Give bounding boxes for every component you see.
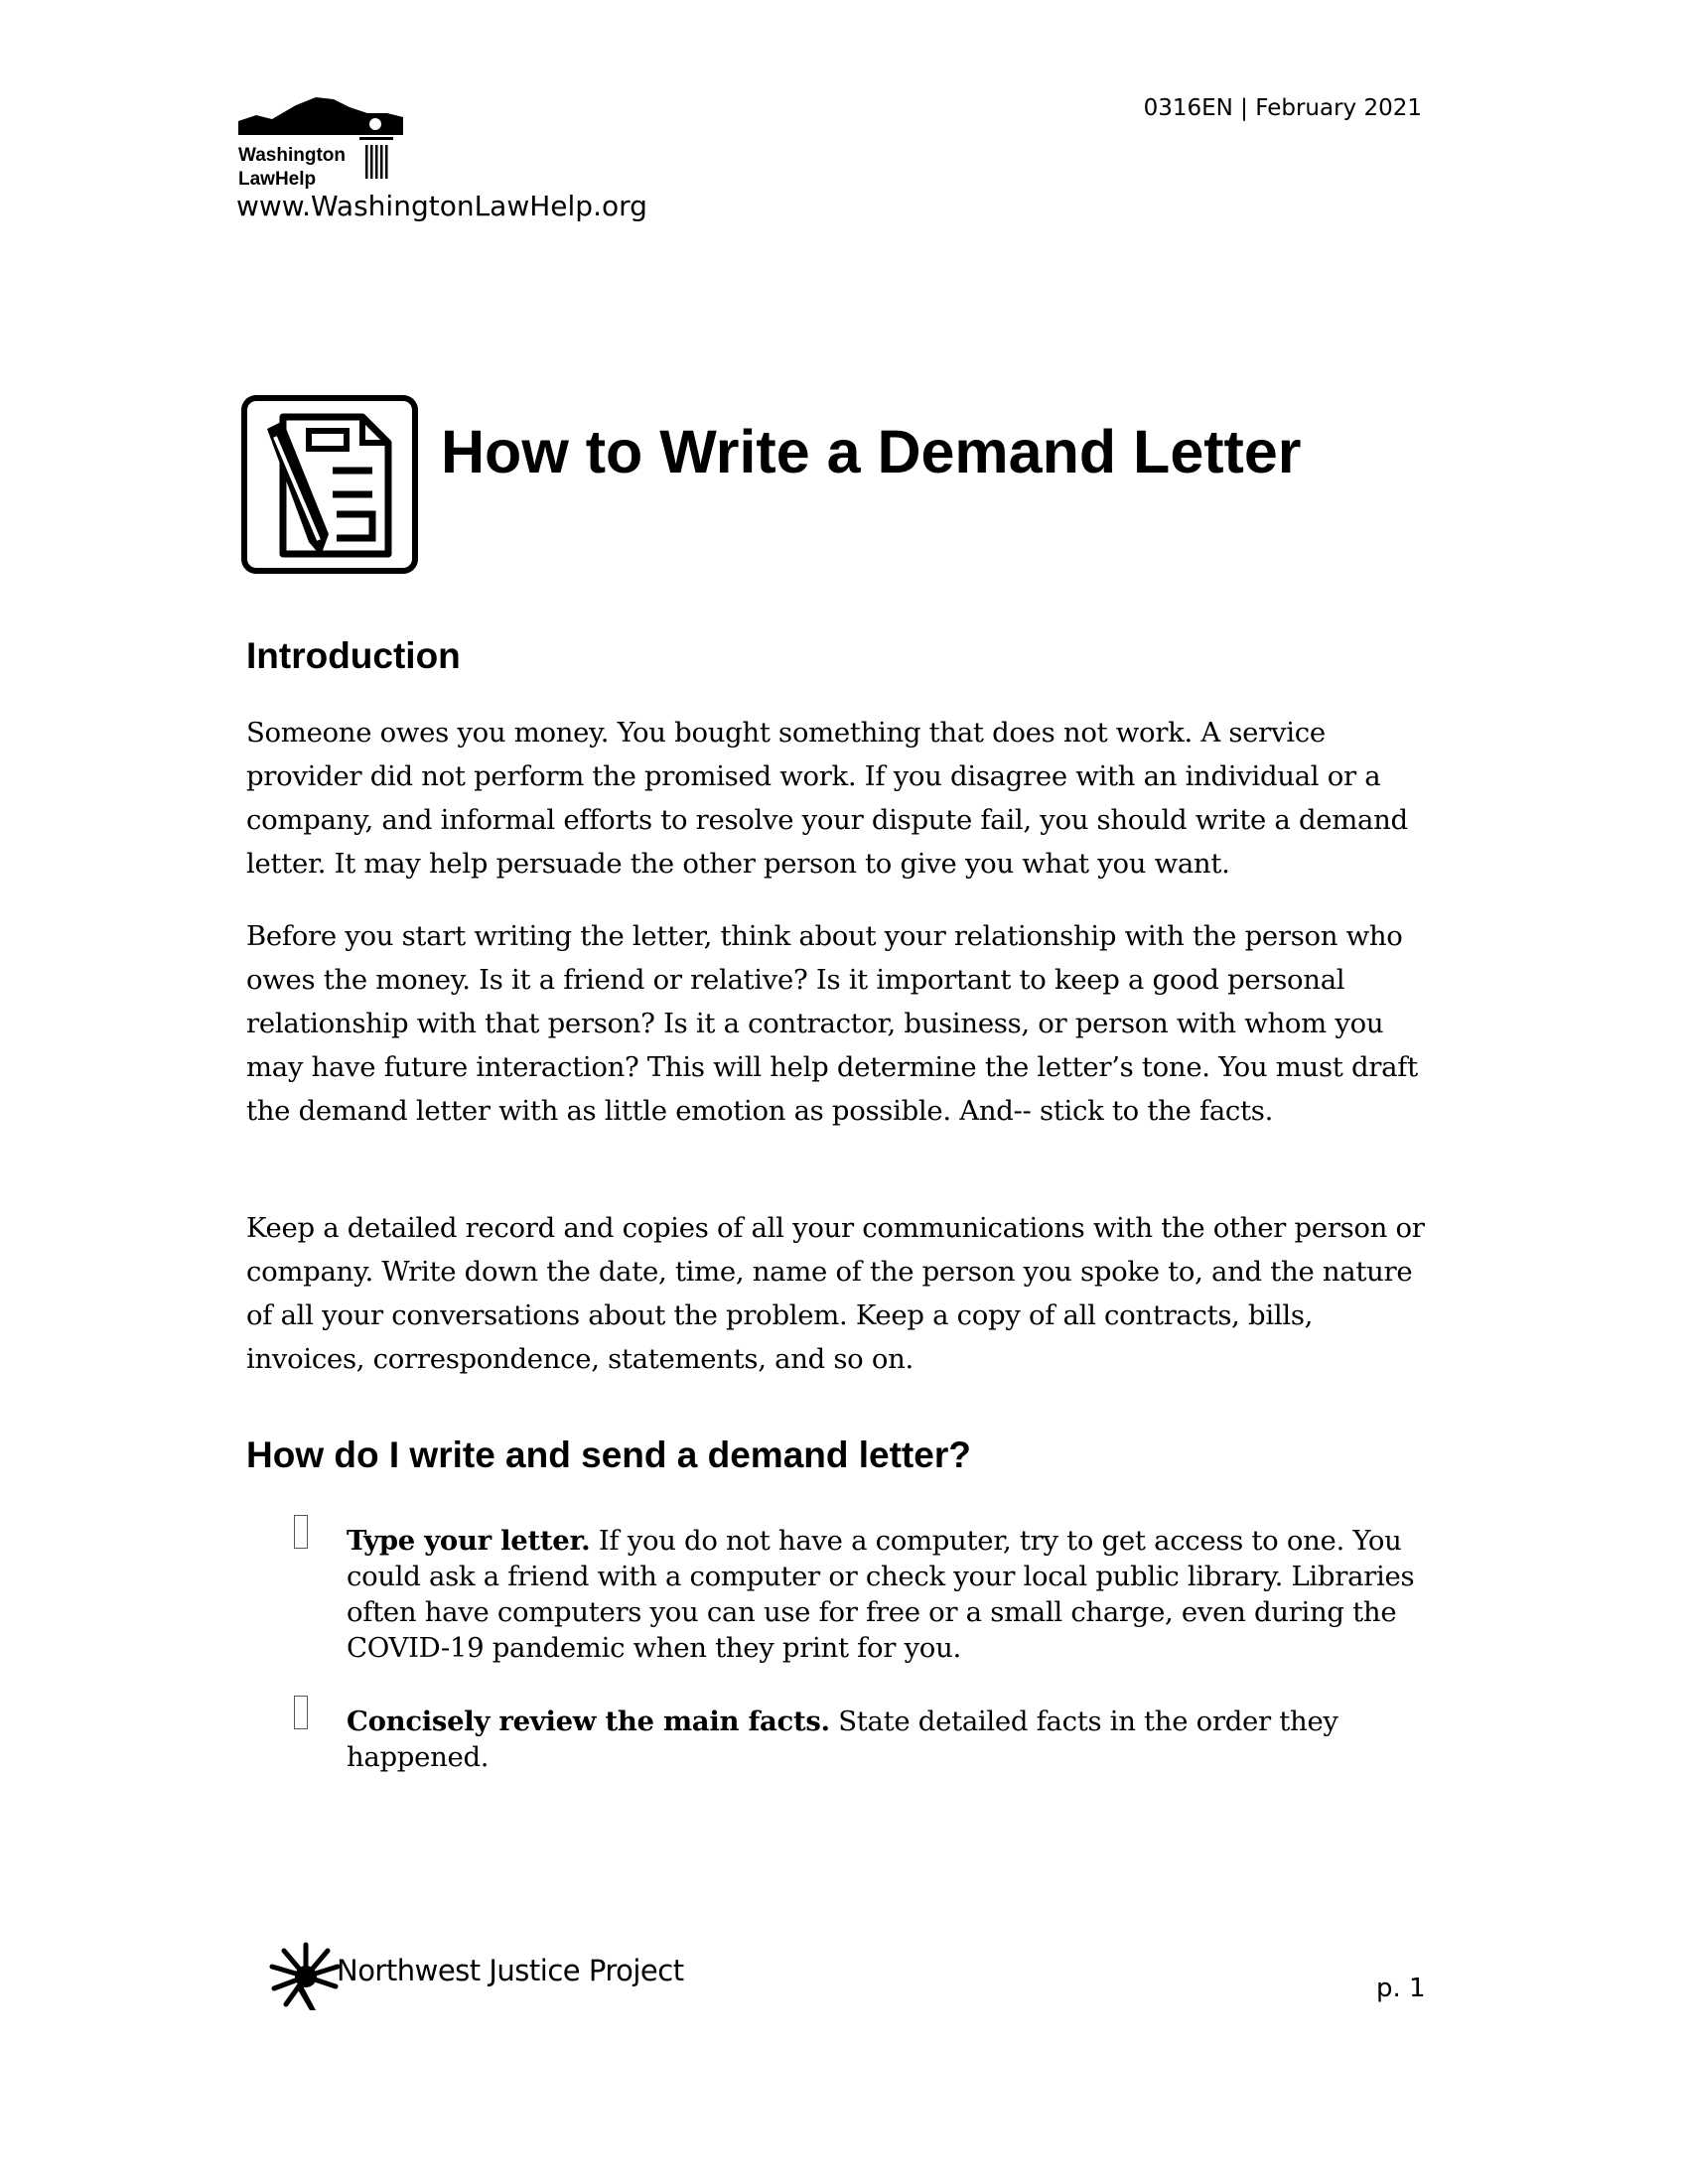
list-item-body: State detailed facts in the order they happened. — [347, 1706, 1338, 1773]
northwest-justice-project-logo-icon — [266, 1941, 346, 2012]
intro-paragraph-2: Before you start writing the letter, think about your relationship with the person who owes the money. Is it a friend or relative? Is it important to keep a good personal relationship with that person? Is it a contractor, business, or person with whom you may have future interaction? This will help determine the letter’s tone. You must draft the demand letter with as little emotion as possible. And-- stick to the facts. — [246, 920, 1418, 1127]
section-heading-how-to-write: How do I write and send a demand letter? — [246, 1434, 971, 1475]
washington-lawhelp-logo — [238, 95, 409, 199]
list-item-text — [347, 1523, 1429, 1666]
list-item-body: If you do not have a computer, try to get access to one. You could ask a friend with a computer or check your local public library. Libraries often have computers you can use for free or a small charge, even during the COVID-19 pandemic when they print for you. — [347, 1525, 1415, 1664]
document-title: How to Write a Demand Letter — [441, 418, 1302, 485]
intro-paragraph-1: Someone owes you money. You bought something that does not work. A service provider did not perform the promised work. If you disagree with an individual or a company, and informal efforts to resolve your dispute fail, you should write a demand letter. It may help persuade the other person to give you what you want. — [246, 717, 1408, 880]
list-item-text — [347, 1704, 1429, 1775]
list-item-bold-lead: Concisely review the main facts. — [347, 1706, 830, 1737]
list-item-bold-lead: Type your letter. — [347, 1525, 591, 1557]
bullet-placeholder-icon — [294, 1696, 308, 1729]
list-item — [294, 1511, 1426, 1664]
document-pen-icon — [241, 395, 418, 574]
logo-text-washington: Washington — [238, 145, 346, 166]
document-code-date: 0316EN | February 2021 — [1143, 95, 1422, 121]
page-number: p. 1 — [1376, 1974, 1426, 2003]
website-url: www.WashingtonLawHelp.org — [236, 190, 647, 222]
bullet-placeholder-icon — [294, 1515, 308, 1549]
logo-text-lawhelp: LawHelp — [238, 169, 317, 190]
footer-org-name: Northwest Justice Project — [337, 1954, 684, 1987]
section-heading-introduction: Introduction — [246, 635, 461, 676]
intro-paragraph-3: Keep a detailed record and copies of all your communications with the other person or company. Write down the date, time, name of the person you spoke to, and the nature of all your conversations about the problem. Keep a copy of all contracts, bills, invoices, correspondence, statements, and so on. — [246, 1212, 1425, 1375]
list-item — [294, 1692, 1426, 1781]
